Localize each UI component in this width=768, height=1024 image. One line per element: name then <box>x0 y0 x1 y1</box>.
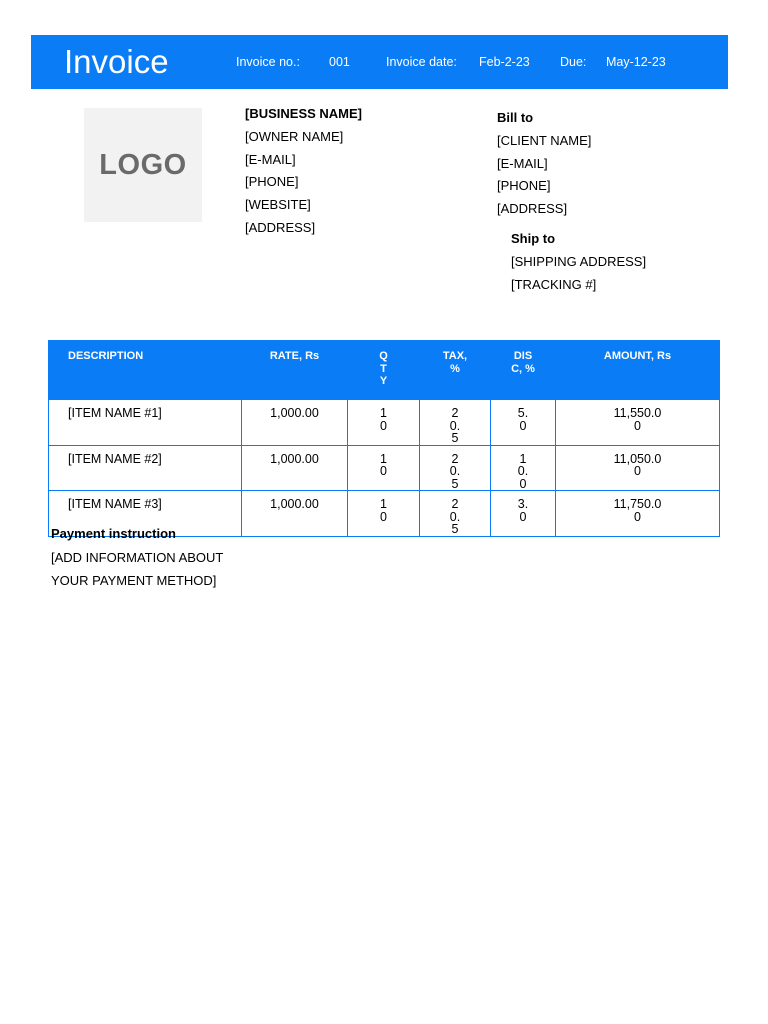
item-qty <box>348 491 420 537</box>
ship-to-section <box>511 228 646 296</box>
invoice-title: Invoice <box>64 43 169 80</box>
item-qty-text: 10 <box>380 451 387 478</box>
item-tax-text: 20.5 <box>449 497 461 536</box>
business-info <box>245 103 362 240</box>
header-rate: RATE, Rs <box>242 340 348 400</box>
invoice-date-label: Invoice date: <box>386 55 457 69</box>
header-disc <box>491 340 556 400</box>
item-amount <box>556 445 720 491</box>
header-tax-text: TAX, % <box>442 350 468 375</box>
item-qty <box>348 445 420 491</box>
item-tax <box>420 400 491 446</box>
payment-instructions <box>51 522 223 593</box>
due-date-label: Due: <box>560 55 587 69</box>
header-disc-text: DISC, % <box>511 350 535 375</box>
client-email: [E-MAIL] <box>497 155 548 171</box>
item-rate: 1,000.00 <box>242 400 348 446</box>
header-qty <box>348 340 420 400</box>
invoice-date: Feb-2-23 <box>479 55 530 69</box>
business-address: [ADDRESS] <box>245 219 316 235</box>
table-row <box>49 400 720 446</box>
item-qty-text: 10 <box>380 406 387 433</box>
business-email: [E-MAIL] <box>245 151 296 167</box>
item-tax-text: 20.5 <box>449 406 461 445</box>
payment-line-2: YOUR PAYMENT METHOD] <box>51 573 217 588</box>
ship-to-label: Ship to <box>511 231 556 246</box>
business-name: [BUSINESS NAME] <box>245 106 363 121</box>
item-tax-text: 20.5 <box>449 451 461 491</box>
item-disc-text: 5.0 <box>517 406 529 433</box>
client-address: [ADDRESS] <box>497 201 568 217</box>
item-amount-text: 11,050.00 <box>613 451 662 478</box>
header-tax <box>420 340 491 400</box>
item-amount <box>556 491 720 537</box>
item-disc-text: 3.0 <box>517 497 529 524</box>
item-tax <box>420 445 491 491</box>
item-disc <box>491 400 556 446</box>
item-description: [ITEM NAME #2] <box>49 445 242 491</box>
logo-placeholder <box>84 108 202 222</box>
header-qty-text: QTY <box>379 350 388 387</box>
due-date: May-12-23 <box>606 55 666 69</box>
bill-to-label: Bill to <box>497 110 534 125</box>
item-disc-text: 10.0 <box>517 451 529 491</box>
invoice-header <box>31 35 728 89</box>
bill-to-section <box>497 107 591 221</box>
invoice-number-label: Invoice no.: <box>236 55 300 69</box>
item-disc <box>491 445 556 491</box>
item-disc <box>491 491 556 537</box>
table-row <box>49 445 720 491</box>
item-rate: 1,000.00 <box>242 491 348 537</box>
items-table <box>48 340 720 537</box>
owner-name: [OWNER NAME] <box>245 128 344 144</box>
item-amount <box>556 400 720 446</box>
item-amount-text: 11,750.00 <box>613 497 662 524</box>
client-name: [CLIENT NAME] <box>497 132 592 148</box>
shipping-address: [SHIPPING ADDRESS] <box>511 253 647 269</box>
item-rate: 1,000.00 <box>242 445 348 491</box>
item-qty <box>348 400 420 446</box>
item-description: [ITEM NAME #1] <box>49 400 242 446</box>
business-phone: [PHONE] <box>245 174 299 190</box>
item-tax <box>420 491 491 537</box>
invoice-number: 001 <box>329 55 350 69</box>
table-header-row <box>49 340 720 400</box>
header-amount: AMOUNT, Rs <box>556 340 720 400</box>
client-phone: [PHONE] <box>497 178 551 194</box>
payment-title: Payment instruction <box>51 526 176 541</box>
logo-text: LOGO <box>99 148 187 181</box>
item-qty-text: 10 <box>380 497 387 524</box>
item-description: [ITEM NAME #3] <box>49 491 242 537</box>
header-description: DESCRIPTION <box>49 340 242 400</box>
business-website: [WEBSITE] <box>245 197 311 213</box>
payment-line-1: [ADD INFORMATION ABOUT <box>51 549 224 565</box>
tracking-number: [TRACKING #] <box>511 276 597 292</box>
item-amount-text: 11,550.00 <box>613 406 662 433</box>
